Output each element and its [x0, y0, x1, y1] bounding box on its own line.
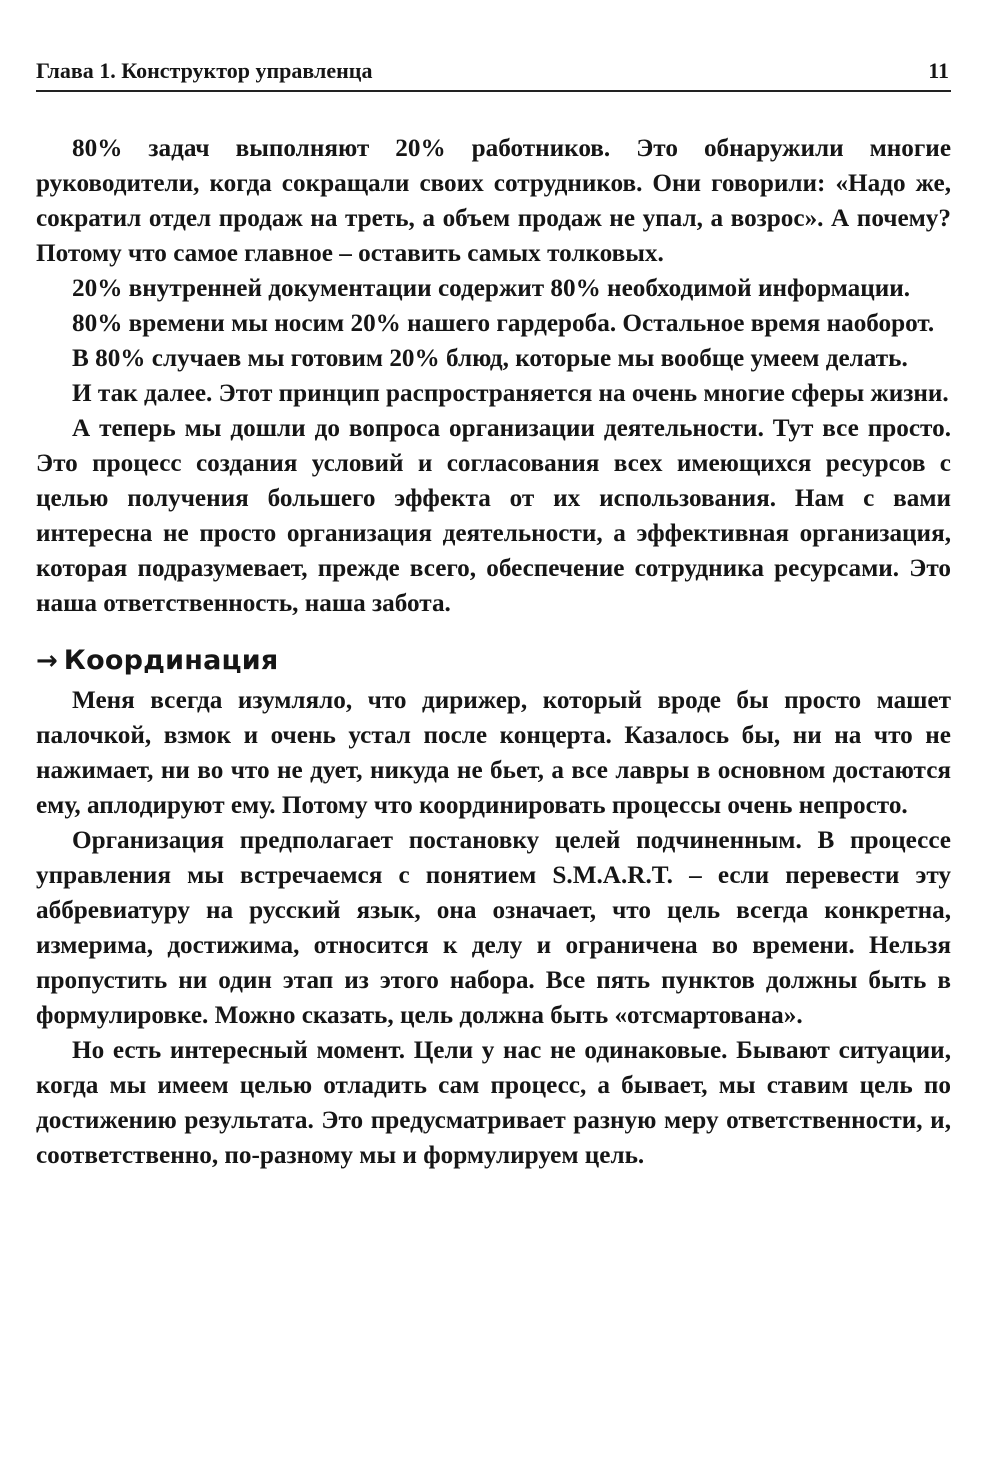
paragraph: 20% внутренней документации содержит 80% необходимой информации.: [72, 275, 911, 302]
section-heading: [36, 639, 951, 683]
paragraph: А теперь мы дошли до вопроса организации деятельности. Тут все просто. Это процесс создания условий и согласования всех имеющихся ресурсов с целью получения большего эффекта от их использования. Нам с вами интересна не просто организация деятельности, а эффективная организация, которая подразумевает, прежде всего, обеспечение сотрудника ресурсами. Это наша ответственность, наша забота.: [36, 415, 951, 617]
body-text: [36, 131, 951, 1173]
paragraph: Но есть интересный момент. Цели у нас не одинаковые. Бывают ситуации, когда мы имеем целью отладить сам процесс, а бывает, мы ставим цель по достижению результата. Это предусматривает разную меру ответственности, и, соответственно, по-разному мы и формулируем цель.: [36, 1037, 951, 1169]
page-number: 11: [928, 58, 949, 83]
paragraph: 80% задач выполняют 20% работников. Это обнаружили многие руководители, когда сокращали своих сотрудников. Они говорили: «Надо же, сократил отдел продаж на треть, а объем продаж не упал, а возрос». А почему? Потому что самое главное – оставить самых толковых.: [36, 135, 951, 267]
paragraph: Меня всегда изумляло, что дирижер, который вроде бы просто машет палочкой, взмок и очень устал после концерта. Казалось бы, ни на что не нажимает, ни во что не дует, никуда не бьет, а все лавры в основном достаются ему, аплодируют ему. Потому что координировать процессы очень непросто.: [36, 687, 951, 819]
arrow-right-icon: →: [36, 646, 58, 676]
paragraph: В 80% случаев мы готовим 20% блюд, которые мы вообще умеем делать.: [72, 345, 908, 372]
chapter-title: Глава 1. Конструктор управленца: [36, 58, 373, 83]
section-heading-text: Координация: [63, 645, 279, 676]
running-header: [36, 56, 951, 92]
paragraph: 80% времени мы носим 20% нашего гардероба. Остальное время наоборот.: [72, 310, 935, 337]
paragraph: Организация предполагает постановку целей подчиненным. В процессе управления мы встречаемся с понятием S.M.A.R.T. – если перевести эту аббревиатуру на русский язык, она означает, что цель всегда конкретна, измерима, достижима, относится к делу и ограничена во времени. Нельзя пропустить ни один этап из этого набора. Все пять пунктов должны быть в формулировке. Можно сказать, цель должна быть «отсмартована».: [36, 827, 951, 1029]
paragraph: И так далее. Этот принцип распространяется на очень многие сферы жизни.: [72, 380, 949, 407]
